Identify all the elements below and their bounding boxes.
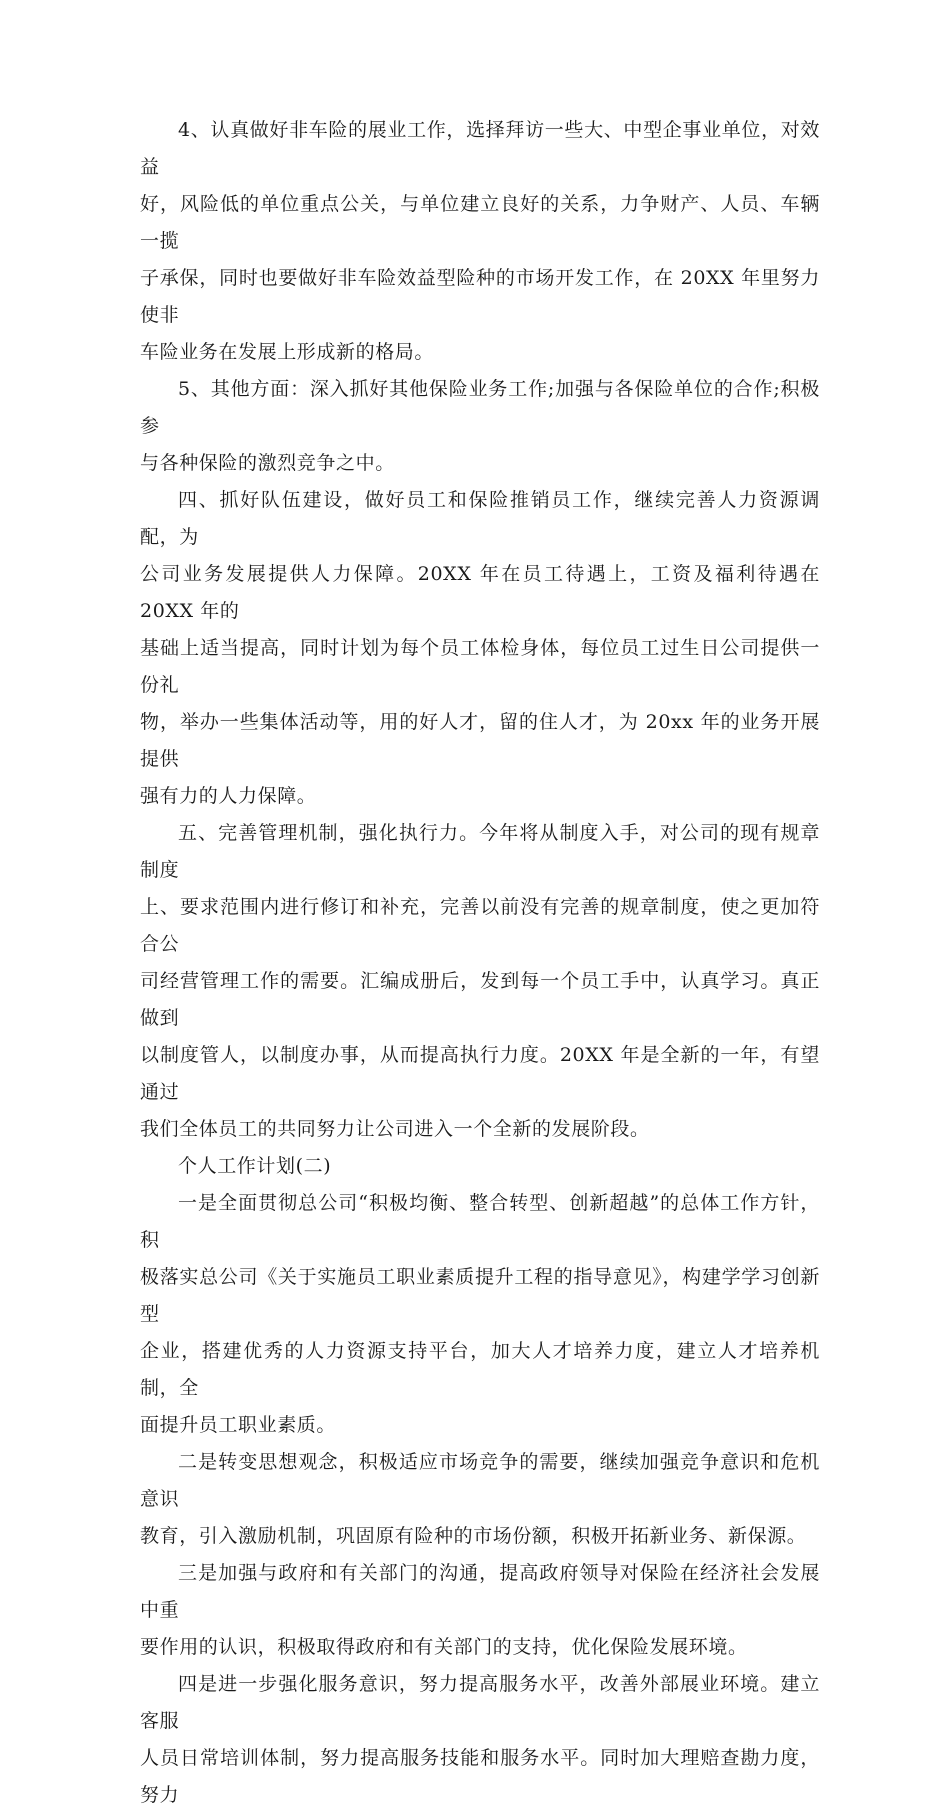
section-heading: 个人工作计划(二) — [178, 1155, 332, 1177]
paragraph-item-4: 4、认真做好非车险的展业工作，选择拜访一些大、中型企事业单位，对效益 好，风险低的单位重点公关，与单位建立良好的关系，力争财产、人员、车辆一揽 子承保，同时也要做好非车险效益型险种的市场开发工作，在 20XX 年里努力使非 车险业务在发展上形成新的格局。 — [140, 119, 820, 363]
paragraph-point-3: 三是加强与政府和有关部门的沟通，提高政府领导对保险在经济社会发展中重 要作用的认识，积极取得政府和有关部门的支持，优化保险发展环境。 — [140, 1562, 820, 1658]
paragraph-section-5: 五、完善管理机制，强化执行力。今年将从制度入手，对公司的现有规章制度 上、要求范围内进行修订和补充，完善以前没有完善的规章制度，使之更加符合公 司经营管理工作的需要。汇编成册后，发到每一个员工手中，认真学习。真正做到 以制度管人，以制度办事，从而提高执行力度。20XX 年是全新的一年，有望通过 我们全体员工的共同努力让公司进入一个全新的发展阶段。 — [140, 822, 820, 1140]
paragraph-section-4: 四、抓好队伍建设，做好员工和保险推销员工作，继续完善人力资源调配，为 公司业务发展提供人力保障。20XX 年在员工待遇上，工资及福利待遇在 20XX 年的 基础上适当提高，同时计划为每个员工体检身体，每位员工过生日公司提供一份礼 物，举办一些集体活动等，用的好人才，留的住人才，为 20xx 年的业务开展提供 强有力的人力保障。 — [140, 489, 820, 807]
paragraph-point-2: 二是转变思想观念，积极适应市场竞争的需要，继续加强竞争意识和危机意识 教育，引入激励机制，巩固原有险种的市场份额，积极开拓新业务、新保源。 — [140, 1451, 820, 1547]
document-body — [140, 112, 820, 1814]
paragraph-point-1: 一是全面贯彻总公司“积极均衡、整合转型、创新超越”的总体工作方针，积 极落实总公司《关于实施员工职业素质提升工程的指导意见》，构建学学习创新型 企业，搭建优秀的人力资源支持平台，加大人才培养力度，建立人才培养机制，全 面提升员工职业素质。 — [140, 1192, 820, 1436]
paragraph-item-5: 5、其他方面：深入抓好其他保险业务工作;加强与各保险单位的合作;积极参 与各种保险的激烈竞争之中。 — [140, 378, 820, 474]
paragraph-point-4: 四是进一步强化服务意识，努力提高服务水平，改善外部展业环境。建立客服 人员日常培训体制，努力提高服务技能和服务水平。同时加大理赔查勘力度，努力 — [140, 1673, 820, 1806]
